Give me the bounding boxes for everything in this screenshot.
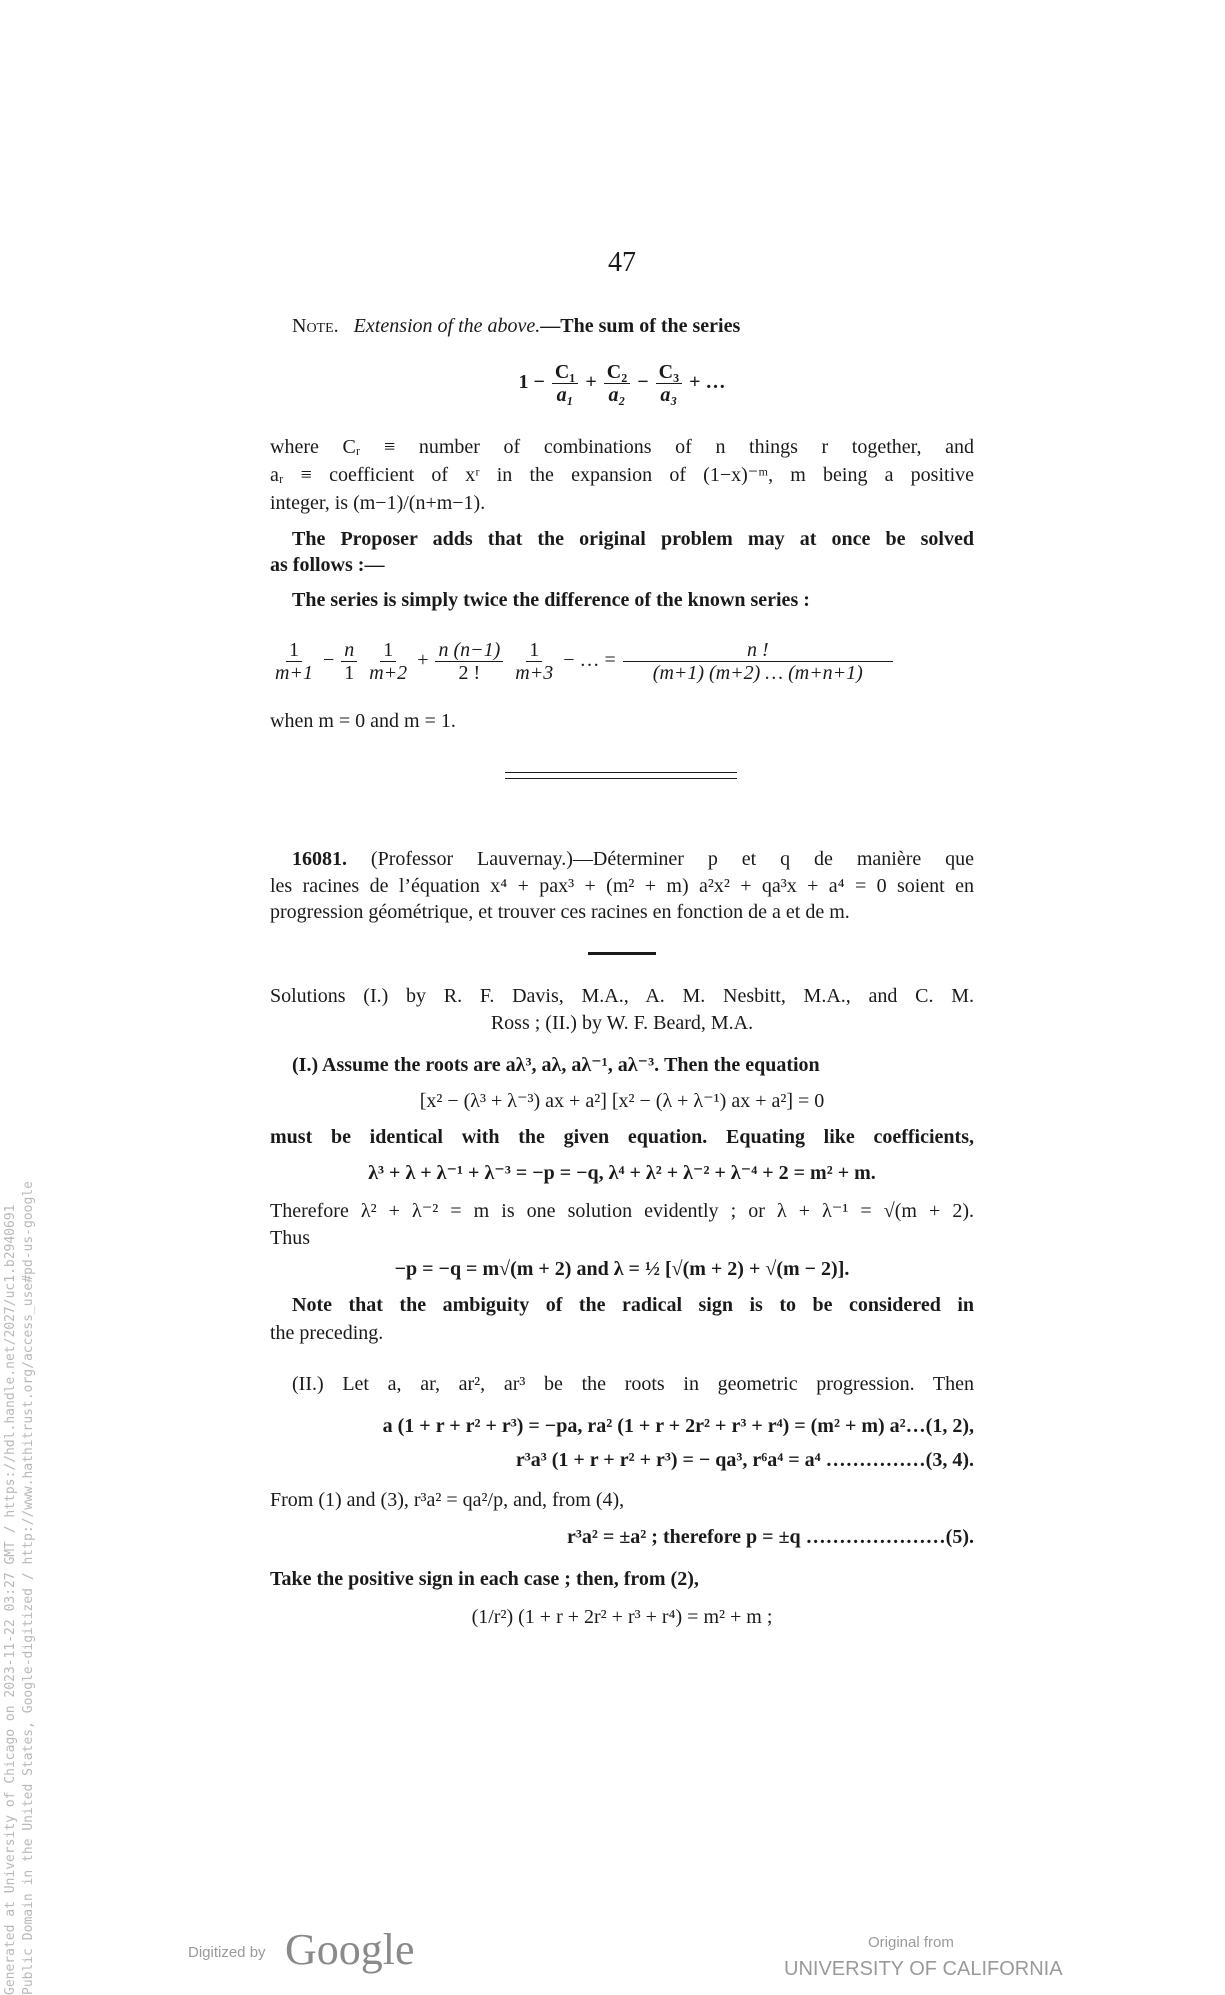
- series-formula: [270, 360, 974, 406]
- solution-line: Take the positive sign in each case ; then, from (2),: [270, 1566, 974, 1592]
- numerator: 1: [526, 639, 542, 662]
- known-series-formula: [270, 638, 974, 684]
- institution-label: UNIVERSITY OF CALIFORNIA: [784, 1958, 1063, 1981]
- denominator: a₃: [657, 384, 680, 406]
- numerator: n !: [623, 639, 893, 662]
- note-line: where Cᵣ ≡ number of combinations of n things r together, and: [270, 434, 974, 460]
- equation: (1/r²) (1 + r + 2r² + r³ + r⁴) = m² + m ;: [270, 1604, 974, 1630]
- operator: −: [323, 649, 334, 671]
- numerator: C₂: [604, 361, 630, 384]
- problem-text: (Professor Lauvernay.)—Déterminer p et q de manière que: [371, 848, 974, 870]
- fraction: [656, 361, 682, 406]
- page-number: 47: [270, 248, 974, 278]
- when-line: when m = 0 and m = 1.: [270, 708, 974, 734]
- digitized-by-label: Digitized by: [188, 1944, 266, 1961]
- note-label: Note.: [292, 315, 339, 337]
- solution-line: Therefore λ² + λ⁻² = m is one solution evidently ; or λ + λ⁻¹ = √(m + 2).: [270, 1198, 974, 1224]
- google-logo: Google: [285, 1924, 415, 1975]
- numerator: n: [341, 639, 357, 662]
- proposer-line: The Proposer adds that the original problem may at once be solved: [292, 526, 974, 552]
- short-rule: [588, 952, 656, 955]
- denominator: a₂: [606, 384, 629, 406]
- numerator: 1: [380, 639, 396, 662]
- numerator: C₃: [656, 361, 682, 384]
- fraction: [604, 361, 630, 406]
- solutions-header: Solutions (I.) by R. F. Davis, M.A., A. M. Nesbitt, M.A., and C. M.: [270, 983, 974, 1009]
- series-one: 1 −: [519, 371, 545, 393]
- equation: r³a² = ±a² ; therefore p = ±q …………………(5).: [270, 1524, 974, 1550]
- numerator: C₁: [552, 361, 578, 384]
- note-heading: [292, 313, 974, 339]
- watermark-line: Generated at University of Chicago on 2023-11-22 03:27 GMT / https://hdl.handle.net/2027/uc1.b2940691: [3, 1205, 18, 1995]
- denominator: m+2: [366, 662, 410, 684]
- equation: λ³ + λ + λ⁻¹ + λ⁻³ = −p = −q, λ⁴ + λ² + λ⁻² + λ⁻⁴ + 2 = m² + m.: [270, 1160, 974, 1186]
- original-from-label: Original from: [868, 1934, 954, 1951]
- fraction: [552, 361, 578, 406]
- solution-line: the preceding.: [270, 1320, 974, 1346]
- note-line: aᵣ ≡ coefficient of xʳ in the expansion of (1−x)⁻ᵐ, m being a positive: [270, 462, 974, 488]
- note-title: Extension of the above.: [354, 315, 541, 337]
- solution-line: Note that the ambiguity of the radical sign is to be considered in: [292, 1292, 974, 1318]
- numerator: n (n−1): [435, 639, 503, 662]
- watermark-line: Public Domain in the United States, Google-digitized / http://www.hathitrust.org/access_use#pd-us-google: [21, 1181, 36, 1995]
- operator: −: [637, 371, 648, 393]
- equation: [x² − (λ³ + λ⁻³) ax + a²] [x² − (λ + λ⁻¹) ax + a²] = 0: [270, 1088, 974, 1114]
- note-lead: —The sum of the series: [540, 315, 740, 337]
- denominator: 1: [341, 662, 357, 684]
- problem-line: les racines de l’équation x⁴ + pax³ + (m² + m) a²x² + qa³x + a⁴ = 0 soient en: [270, 873, 974, 899]
- operator: +: [417, 649, 428, 671]
- proposer-line: as follows :—: [270, 552, 974, 578]
- denominator: 2 !: [456, 662, 484, 684]
- problem-number: 16081.: [292, 848, 347, 870]
- series-tail: − … =: [563, 649, 616, 671]
- series-tail: + …: [689, 371, 725, 393]
- operator: +: [585, 371, 596, 393]
- double-rule-top: [505, 772, 737, 773]
- solution-line: Thus: [270, 1225, 974, 1251]
- double-rule-bottom: [505, 778, 737, 779]
- solution-line: must be identical with the given equation. Equating like coefficients,: [270, 1124, 974, 1150]
- denominator: m+3: [512, 662, 556, 684]
- equation: a (1 + r + r² + r³) = −pa, ra² (1 + r + 2r² + r³ + r⁴) = (m² + m) a²…(1, 2),: [270, 1413, 974, 1439]
- equation: −p = −q = m√(m + 2) and λ = ½ [√(m + 2) + √(m − 2)].: [270, 1256, 974, 1282]
- solutions-header: Ross ; (II.) by W. F. Beard, M.A.: [270, 1010, 974, 1036]
- denominator: a₁: [554, 384, 577, 406]
- denominator: m+1: [272, 662, 316, 684]
- note-line: integer, is (m−1)/(n+m−1).: [270, 490, 974, 516]
- numerator: 1: [286, 639, 302, 662]
- problem-line: [292, 846, 974, 872]
- equation: r³a³ (1 + r + r² + r³) = − qa³, r⁶a⁴ = a⁴ ……………(3, 4).: [270, 1447, 974, 1473]
- problem-line: progression géométrique, et trouver ces racines en fonction de a et de m.: [270, 899, 974, 925]
- solution-line: (I.) Assume the roots are aλ³, aλ, aλ⁻¹, aλ⁻³. Then the equation: [292, 1052, 974, 1078]
- denominator: (m+1) (m+2) … (m+n+1): [650, 662, 866, 684]
- series-line: The series is simply twice the difference of the known series :: [292, 587, 974, 613]
- solution-line: (II.) Let a, ar, ar², ar³ be the roots in geometric progression. Then: [292, 1371, 974, 1397]
- solution-line: From (1) and (3), r³a² = qa²/p, and, from (4),: [270, 1487, 974, 1513]
